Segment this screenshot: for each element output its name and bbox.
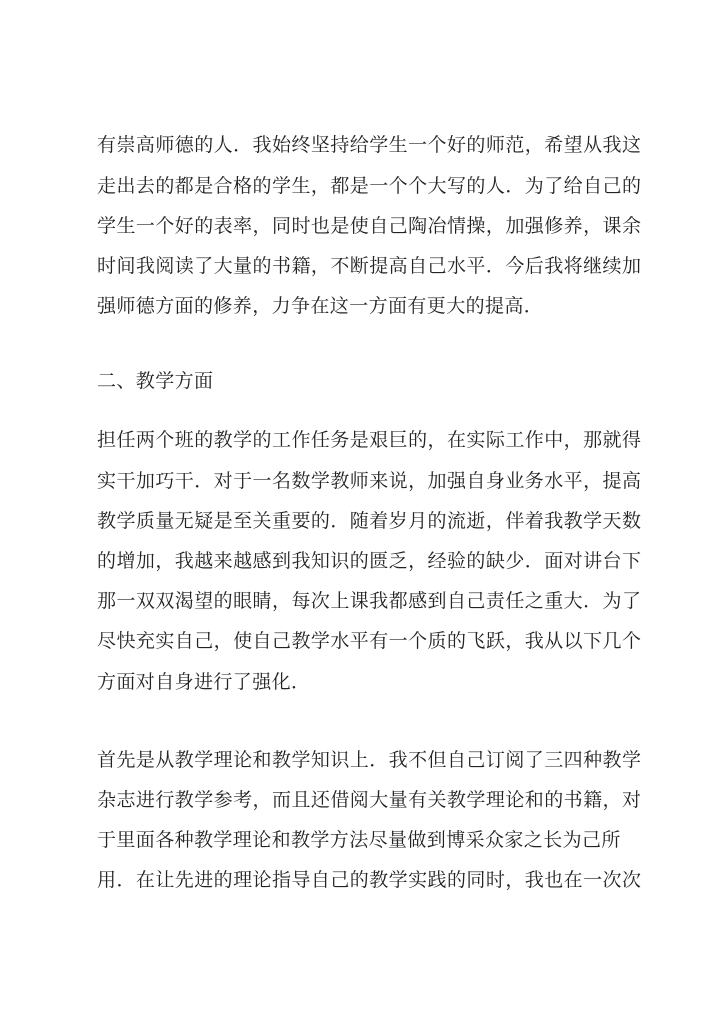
text-line: 用．在让先进的理论指导自己的教学实践的同时，我也在一次次 xyxy=(97,869,641,891)
text-line: 学生一个好的表率，同时也是使自己陶冶情操，加强修养，课余 xyxy=(97,215,641,237)
text-line: 那一双双渴望的眼睛，每次上课我都感到自己责任之重大．为了 xyxy=(97,590,641,612)
text-line: 首先是从教学理论和教学知识上．我不但自己订阅了三四种教学 xyxy=(97,749,641,771)
text-line: 时间我阅读了大量的书籍，不断提高自己水平．今后我将继续加 xyxy=(97,255,641,277)
text-line: 教学质量无疑是至关重要的．随着岁月的流逝，伴着我教学天数 xyxy=(97,510,641,532)
text-line: 尽快充实自己，使自己教学水平有一个质的飞跃，我从以下几个 xyxy=(97,630,641,652)
heading-text: 二、教学方面 xyxy=(97,370,214,392)
text-line: 的增加，我越来越感到我知识的匮乏，经验的缺少．面对讲台下 xyxy=(97,550,641,572)
text-line: 走出去的都是合格的学生，都是一个个大写的人．为了给自己的 xyxy=(97,175,641,197)
text-line: 有崇高师德的人．我始终坚持给学生一个好的师范，希望从我这 xyxy=(97,134,641,156)
text-line: 强师德方面的修养，力争在这一方面有更大的提高． xyxy=(97,295,544,317)
text-line: 实干加巧干．对于一名数学教师来说，加强自身业务水平，提高 xyxy=(97,470,641,492)
text-line: 方面对自身进行了强化． xyxy=(97,671,311,693)
text-line: 于里面各种教学理论和教学方法尽量做到博采众家之长为己所 xyxy=(97,829,621,851)
text-line: 担任两个班的教学的工作任务是艰巨的，在实际工作中，那就得 xyxy=(97,429,641,451)
text-line: 杂志进行教学参考，而且还借阅大量有关教学理论和的书籍，对 xyxy=(97,789,641,811)
